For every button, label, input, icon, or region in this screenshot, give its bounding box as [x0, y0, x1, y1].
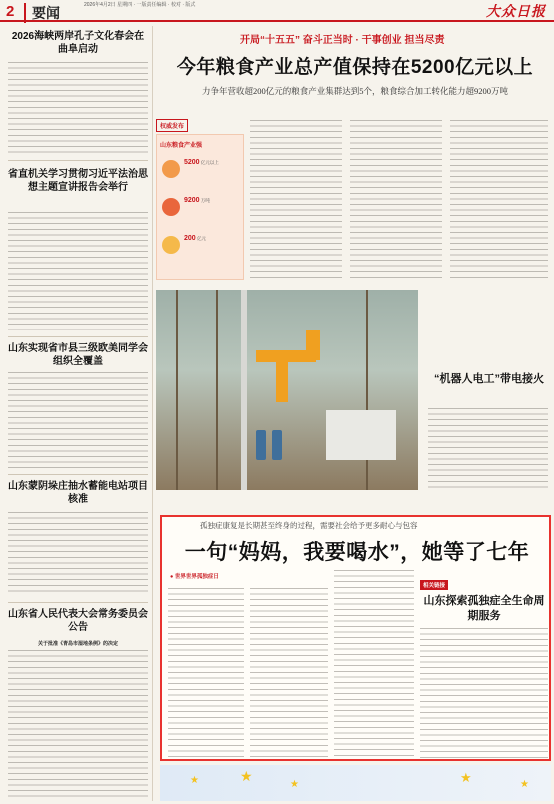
article-column — [350, 120, 442, 282]
stat-capacity — [184, 198, 210, 204]
story-npc-notice[interactable] — [8, 608, 148, 634]
news-photo[interactable] — [156, 290, 418, 490]
decorative-banner — [160, 765, 551, 801]
grain-icon — [162, 160, 180, 178]
story-title: 山东实现省市县三级欧美同学会组织全覆盖 — [8, 343, 148, 367]
column-divider — [152, 26, 153, 801]
worker — [272, 430, 282, 460]
notice-subhead: 关于批准《青岛市湿地条例》的决定 — [37, 641, 118, 647]
story-alumni[interactable] — [8, 342, 148, 368]
divider — [8, 474, 148, 475]
worker — [256, 430, 266, 460]
stat-output — [184, 160, 219, 166]
authority-release-label: 权威发布 — [156, 119, 188, 132]
related-headline[interactable]: 山东探索孤独症全生命周期服务 — [423, 595, 545, 622]
story-hydro[interactable] — [8, 480, 148, 506]
newspaper-logo: 大众日报 — [486, 5, 546, 20]
main-headline[interactable]: 今年粮食产业总产值保持在5200亿元以上 — [176, 57, 534, 78]
section-name: 要闻 — [24, 3, 60, 23]
stat-revenue — [184, 236, 206, 242]
stat-unit: 万吨 — [200, 198, 210, 203]
stat-value: 200 — [184, 235, 196, 242]
feature-column — [168, 588, 244, 758]
feature-column — [250, 588, 328, 758]
story-title: 省直机关学习贯彻习近平法治思想主题宣讲报告会举行 — [8, 169, 148, 193]
star-icon: ★ — [190, 775, 199, 786]
story-confucius[interactable] — [8, 30, 148, 56]
edition-meta: 2026年4月2日 星期四 · 一版责任编辑 · 校对 · 版式 — [84, 2, 196, 8]
star-icon: ★ — [290, 779, 299, 790]
factory-icon — [162, 198, 180, 216]
stat-unit: 亿元 — [196, 236, 206, 241]
divider — [8, 336, 148, 337]
divider — [8, 602, 148, 603]
stat-value: 9200 — [184, 197, 200, 204]
story-body — [8, 212, 148, 330]
utility-pole — [241, 290, 247, 490]
related-link-tag: 相关链接 — [420, 580, 448, 590]
tree — [176, 290, 178, 490]
story-body — [8, 512, 148, 596]
tree — [216, 290, 218, 490]
feature-headline[interactable]: 一句“妈妈，我要喝水”，她等了七年 — [184, 541, 530, 564]
related-body — [420, 628, 548, 758]
story-title: 山东省人民代表大会常务委员会公告 — [8, 609, 148, 633]
feature-tag: ● 世界世界孤独症日 — [170, 574, 219, 580]
article-column — [250, 120, 342, 282]
stat-unit: 亿元以上 — [200, 160, 219, 165]
masthead — [0, 0, 554, 22]
robot-arm — [306, 330, 320, 360]
robot-arm — [276, 362, 288, 402]
story-body — [8, 372, 148, 468]
feature-column — [334, 570, 414, 758]
headline-kicker: 开局“十五五” 奋斗正当时 · 干事创业 担当尽责 — [240, 35, 445, 46]
photo-story-title[interactable]: “机器人电工”带电接火 — [434, 373, 544, 385]
story-title: 2026海峡两岸孔子文化春会在曲阜启动 — [11, 31, 145, 55]
star-icon: ★ — [460, 771, 472, 786]
star-icon: ★ — [240, 769, 253, 785]
main-subheadline: 力争年营收超200亿元的粮食产业集群达到5个，粮食综合加工转化能力超9200万吨 — [201, 86, 508, 96]
divider — [8, 160, 148, 161]
article-column — [450, 120, 548, 282]
story-body — [8, 62, 148, 154]
tree — [366, 290, 368, 490]
story-rule-of-law[interactable] — [8, 168, 148, 194]
story-body — [8, 650, 148, 798]
cluster-icon — [162, 236, 180, 254]
infographic-heading: 山东粮食产业强 — [160, 143, 203, 149]
star-icon: ★ — [520, 779, 529, 790]
page-number: 2 — [6, 3, 15, 20]
bucket-truck — [326, 410, 396, 460]
feature-lead: 孤独症康复是长期甚至终身的过程，需要社会给予更多耐心与包容 — [200, 521, 418, 530]
story-title: 山东蒙阴垛庄抽水蓄能电站项目核准 — [8, 481, 148, 505]
stat-value: 5200 — [184, 159, 200, 166]
photo-caption — [428, 408, 548, 488]
